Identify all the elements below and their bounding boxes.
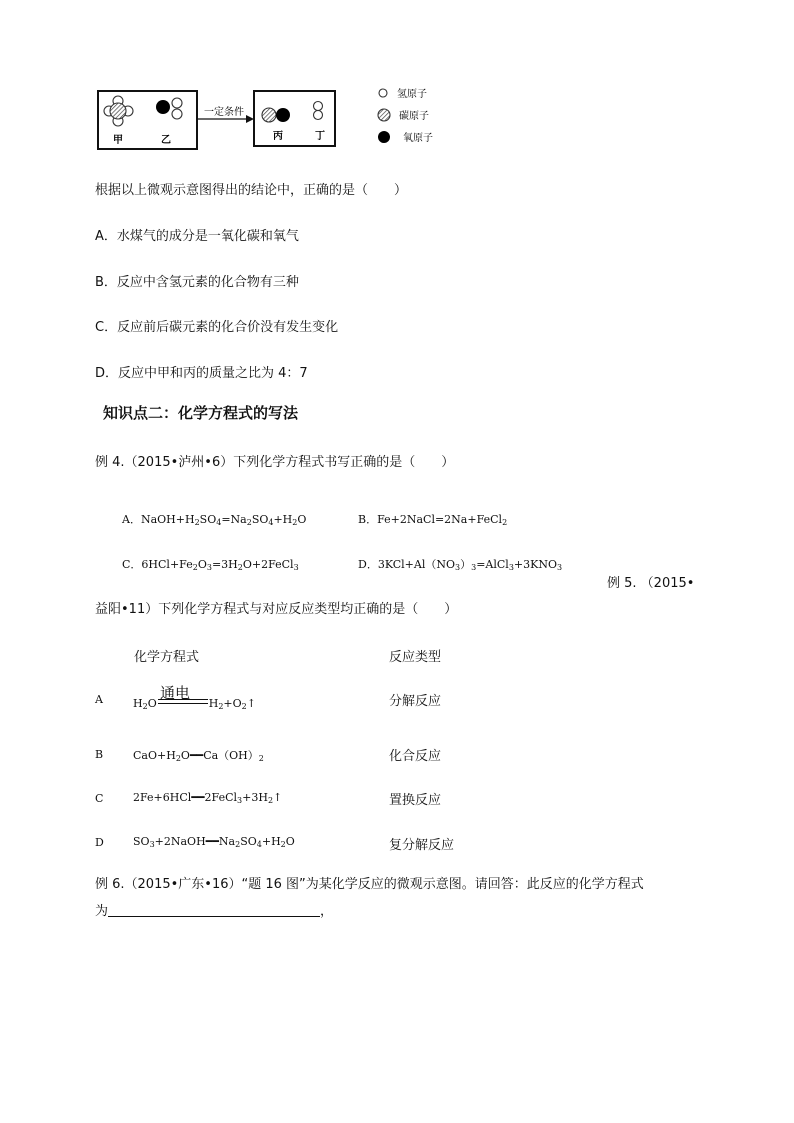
ex4-option-d: D．$3KCl+Al(NO_3)_3=AlCl_3+3KNO_3$ — [358, 558, 563, 572]
legend-oxygen-label: 氧原子 — [403, 133, 433, 144]
option-b: B．反应中含氢元素的化合物有三种 — [95, 275, 299, 290]
option-a: A．水煤气的成分是一氧化碳和氧气 — [95, 229, 299, 244]
row-b-label: B — [95, 748, 104, 761]
ex4-option-a: A．$NaOH+H_2SO_4=Na_2SO_4+H_2O$ — [122, 513, 307, 527]
label-bing: 丙 — [273, 131, 283, 142]
answer-blank[interactable] — [108, 904, 320, 917]
row-c-type: 置换反应 — [389, 793, 442, 808]
water-molecule — [156, 98, 182, 119]
row-a-type: 分解反应 — [389, 694, 442, 709]
example-5-stem-line2: 益阳•11）下列化学方程式与对应反应类型均正确的是（ ） — [95, 602, 458, 617]
methane-molecule — [104, 96, 133, 126]
label-ding: 丁 — [315, 131, 325, 142]
table-header-type: 反应类型 — [389, 650, 442, 665]
carbon-monoxide-molecule — [262, 108, 290, 122]
example-6-line2: 为 ， — [95, 904, 334, 919]
row-a-label: A — [95, 693, 103, 706]
label-yi: 乙 — [161, 135, 171, 146]
ex4-option-c: C．$6HCl+Fe_2O_3=3H_2O+2FeCl_3$ — [122, 558, 299, 572]
ex4-option-b: B．Fe+2NaCl=2Na+FeCl$_2$ — [358, 513, 508, 527]
example-4-stem: 例 4.（2015•泸州•6）下列化学方程式书写正确的是（ ） — [95, 455, 455, 470]
example-6-line1: 例 6.（2015•广东•16）“题 16 图”为某化学反应的微观示意图。请回答：此反应的化学方程式 — [95, 877, 644, 892]
question-stem: 根据以上微观示意图得出的结论中，正确的是（ ） — [95, 183, 408, 198]
legend — [378, 87, 433, 144]
hydrogen-molecule — [314, 102, 323, 120]
option-d: D．反应中甲和丙的质量之比为 4：7 — [95, 366, 308, 381]
arrow-condition-label: 一定条件 — [204, 107, 244, 118]
row-d-label: D — [95, 836, 104, 849]
row-a-equation: $H_2O$ $H_2+O_2↑$ — [133, 697, 256, 711]
row-a-condition: 通电 — [160, 684, 191, 702]
legend-carbon-label: 碳原子 — [399, 111, 429, 122]
row-c-equation: $2Fe+6HCl━━2FeCl_3+3H_2↑$ — [133, 791, 283, 805]
row-b-equation: $CaO+H_2O━━Ca(OH)_2$ — [133, 749, 264, 763]
legend-hydrogen-label: 氢原子 — [397, 89, 427, 100]
row-b-type: 化合反应 — [389, 749, 442, 764]
row-c-label: C — [95, 792, 104, 805]
row-d-equation: $SO_3+2NaOH━━Na_2SO_4+H_2O$ — [133, 835, 295, 849]
double-bar — [158, 699, 208, 704]
section-title: 知识点二：化学方程式的写法 — [103, 404, 299, 422]
table-header-equation: 化学方程式 — [134, 650, 200, 665]
example-5-stem-line1: 例 5. （2015• — [607, 576, 695, 591]
option-c: C．反应前后碳元素的化合价没有发生变化 — [95, 320, 339, 335]
row-d-type: 复分解反应 — [389, 838, 455, 853]
reaction-diagram — [90, 84, 550, 154]
label-jia: 甲 — [113, 135, 123, 146]
